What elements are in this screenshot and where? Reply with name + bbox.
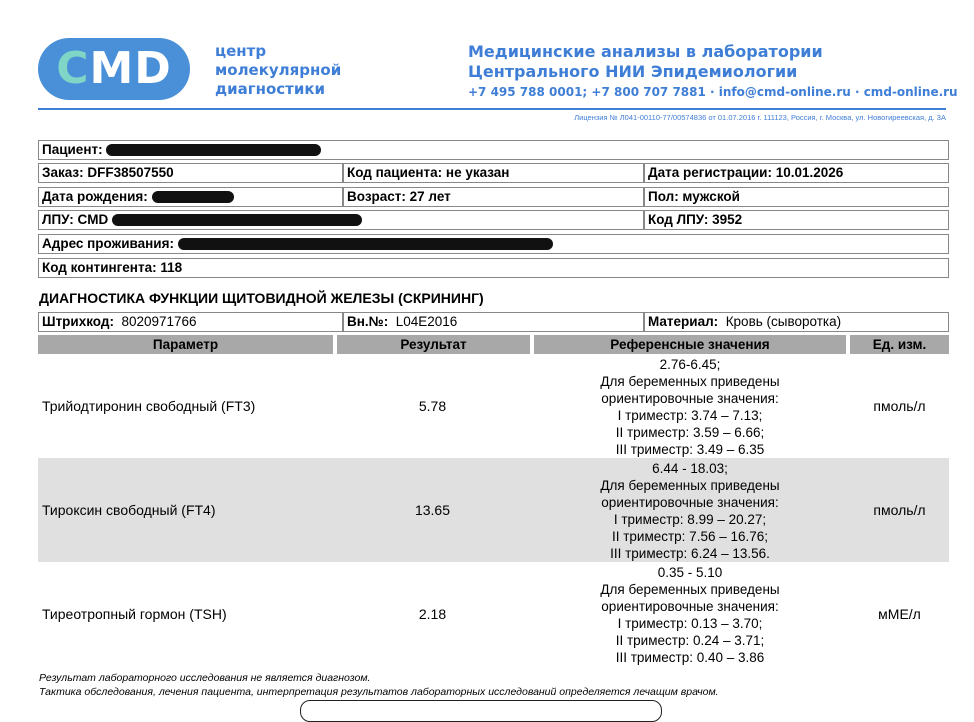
barcode-value: 8020971766	[121, 314, 197, 329]
material-label: Материал:	[648, 314, 719, 329]
material-cell	[644, 312, 949, 332]
footnote-tactics: Тактика обследования, лечения пациента, интерпретация результатов лабораторных исследований определяется лечащим врачом.	[39, 686, 719, 698]
reference-line: I триместр: 3.74 – 7.13;	[617, 408, 763, 423]
reference-line: II триместр: 7.56 – 16.76;	[611, 529, 769, 544]
header-title-line: Медицинские анализы в лаборатории	[468, 42, 823, 61]
logo-text	[38, 38, 190, 100]
registration-date-cell: Дата регистрации: 10.01.2026	[644, 163, 949, 183]
lpu-label: ЛПУ: CMD	[42, 212, 109, 227]
cmd-logo	[38, 38, 190, 100]
patient-name-row	[38, 140, 949, 160]
reference-values	[534, 564, 846, 666]
order-cell: Заказ: DFF38507550	[38, 163, 343, 183]
address-row	[38, 234, 949, 254]
header-title-line: Центрального НИИ Эпидемиологии	[468, 62, 798, 81]
redaction	[106, 144, 321, 156]
table-row	[38, 458, 949, 562]
birth-date-cell	[38, 187, 343, 207]
header-parameter: Параметр	[38, 335, 333, 354]
reference-line: II триместр: 3.59 – 6.66;	[615, 425, 765, 440]
reference-line: Для беременных приведены	[600, 582, 780, 597]
unit-value: пмоль/л	[873, 502, 926, 518]
reference-line: I триместр: 0.13 – 3.70;	[617, 616, 763, 631]
reference-line: III триместр: 6.24 – 13.56.	[610, 546, 770, 561]
parameter-name: Тиреотропный гормон (TSH)	[42, 606, 227, 622]
lpu-cell	[38, 210, 644, 230]
internal-number-cell	[343, 312, 644, 332]
header-unit: Ед. изм.	[850, 335, 949, 354]
header-info	[468, 42, 958, 99]
patient-code-cell: Код пациента: не указан	[343, 163, 644, 183]
reference-values	[534, 460, 846, 562]
result-value: 13.65	[414, 502, 451, 518]
brand-line: молекулярной	[215, 61, 342, 79]
patient-label: Пациент:	[42, 142, 103, 157]
reference-line: 2.76-6.45;	[659, 357, 721, 372]
header-result: Результат	[337, 335, 530, 354]
age-cell: Возраст: 27 лет	[343, 187, 644, 207]
redaction	[112, 214, 362, 226]
result-value: 2.18	[418, 606, 447, 622]
reference-line: ориентировочные значения:	[601, 495, 779, 510]
brand-name	[215, 42, 341, 99]
internal-label: Вн.№:	[347, 314, 389, 329]
unit-value: пмоль/л	[873, 398, 926, 414]
brand-line: центр	[215, 42, 267, 60]
header-contacts: +7 495 788 0001; +7 800 707 7881 · info@cmd-online.ru · cmd-online.ru	[468, 85, 958, 99]
table-row	[38, 354, 949, 458]
material-value: Кровь (сыворотка)	[725, 314, 842, 329]
redaction	[152, 191, 234, 203]
reference-line: 0.35 - 5.10	[657, 565, 723, 580]
reference-line: ориентировочные значения:	[601, 599, 779, 614]
address-label: Адрес проживания:	[42, 236, 174, 251]
barcode-label: Штрихкод:	[42, 314, 114, 329]
table-row	[38, 562, 949, 666]
barcode-cell	[38, 312, 343, 332]
reference-line: I триместр: 8.99 – 20.27;	[613, 512, 767, 527]
contingent-row: Код контингента: 118	[38, 258, 949, 278]
reference-line: II триместр: 0.24 – 3.71;	[615, 633, 765, 648]
redaction	[178, 238, 553, 250]
reference-values	[534, 356, 846, 458]
section-title: ДИАГНОСТИКА ФУНКЦИИ ЩИТОВИДНОЙ ЖЕЛЕЗЫ (СКРИНИНГ)	[39, 290, 484, 306]
birth-label: Дата рождения:	[42, 189, 148, 204]
reference-line: ориентировочные значения:	[601, 391, 779, 406]
reference-line: III триместр: 3.49 – 6.35	[615, 442, 765, 457]
reference-line: Для беременных приведены	[600, 478, 780, 493]
logo-letter-c: C	[56, 43, 90, 94]
lpu-code-cell: Код ЛПУ: 3952	[644, 210, 949, 230]
reference-line: III триместр: 0.40 – 3.86	[615, 650, 765, 665]
stamp-edge	[300, 700, 662, 722]
parameter-name: Тироксин свободный (FT4)	[42, 502, 216, 518]
reference-line: 6.44 - 18.03;	[652, 461, 728, 476]
logo-letters-md: MD	[89, 43, 172, 94]
brand-line: диагностики	[215, 80, 326, 98]
license-text: Лицензия № Л041-00110-77/00574836 от 01.07.2016 г. 111123, Россия, г. Москва, ул. Новогиреевская, д. 3А	[574, 113, 946, 122]
reference-line: Для беременных приведены	[600, 374, 780, 389]
parameter-name: Трийодтиронин свободный (FT3)	[42, 398, 256, 414]
internal-value: L04E2016	[395, 314, 458, 329]
unit-value: мМЕ/л	[878, 606, 921, 622]
result-value: 5.78	[418, 398, 447, 414]
header-divider	[38, 108, 946, 110]
sex-cell: Пол: мужской	[644, 187, 949, 207]
header-reference: Референсные значения	[534, 335, 846, 354]
footnote-diagnosis: Результат лабораторного исследования не является диагнозом.	[39, 672, 371, 684]
